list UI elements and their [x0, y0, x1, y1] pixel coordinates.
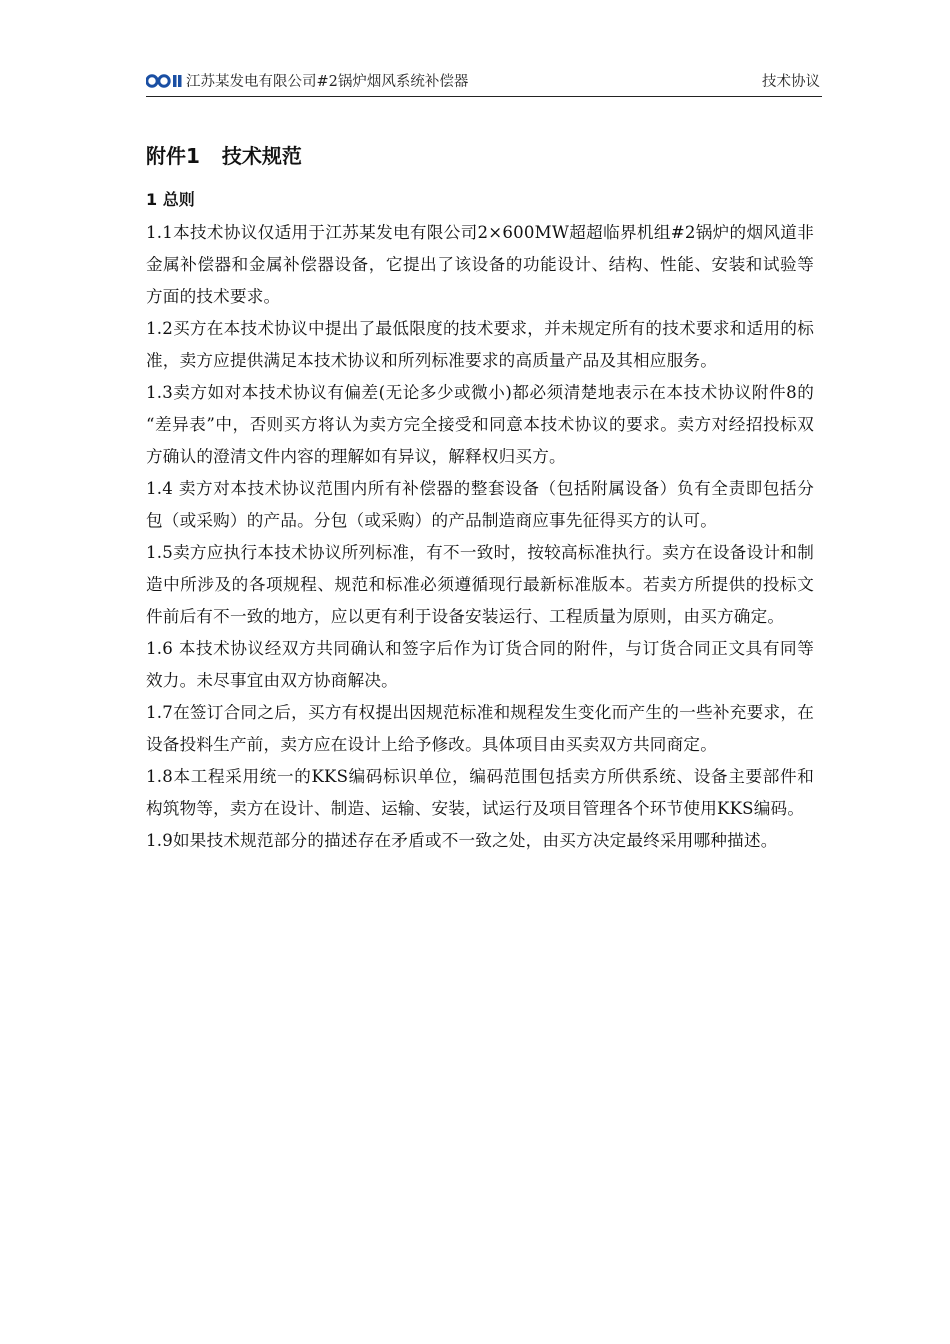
document-body — [146, 138, 814, 857]
annex-name: 技术规范 — [221, 144, 302, 168]
paragraph-1-7: 1.7在签订合同之后，买方有权提出因规范标准和规程发生变化而产生的一些补充要求，在设备投料生产前，卖方应在设计上给予修改。具体项目由买卖双方共同商定。 — [146, 703, 814, 754]
header-title: 江苏某发电有限公司#2锅炉烟风系统补偿器 — [186, 74, 469, 90]
header-document-type: 技术协议 — [762, 74, 820, 90]
section-heading: 1 总则 — [146, 190, 195, 209]
page-header — [146, 62, 822, 97]
paragraph-1-3: 1.3卖方如对本技术协议有偏差(无论多少或微小)都必须清楚地表示在本技术协议附件8的 “差异表”中，否则买方将认为卖方完全接受和同意本技术协议的要求。卖方对经招投标双方确认的澄清文件内容的理解如有异议，解释权归买方。 — [146, 383, 814, 466]
paragraph-1-6: 1.6 本技术协议经双方共同确认和签字后作为订货合同的附件，与订货合同正文具有同等效力。未尽事宜由双方协商解决。 — [146, 639, 814, 690]
paragraph-1-8: 1.8本工程采用统一的KKS编码标识单位，编码范围包括卖方所供系统、设备主要部件和构筑物等，卖方在设计、制造、运输、安装，试运行及项目管理各个环节使用KKS编码。 — [146, 767, 814, 818]
company-logo-icon — [146, 73, 182, 89]
paragraph-1-9: 1.9如果技术规范部分的描述存在矛盾或不一致之处，由买方决定最终采用哪种描述。 — [146, 831, 778, 850]
annex-label: 附件1 — [146, 144, 200, 168]
paragraph-1-5: 1.5卖方应执行本技术协议所列标准，有不一致时，按较高标准执行。卖方在设备设计和制造中所涉及的各项规程、规范和标准必须遵循现行最新标准版本。若卖方所提供的投标文件前后有不一致的地方，应以更有利于设备安装运行、工程质量为原则，由买方确定。 — [146, 543, 814, 626]
annex-title — [146, 138, 814, 174]
paragraph-1-2: 1.2买方在本技术协议中提出了最低限度的技术要求，并未规定所有的技术要求和适用的标准，卖方应提供满足本技术协议和所列标准要求的高质量产品及其相应服务。 — [146, 319, 814, 370]
paragraph-1-1: 1.1本技术协议仅适用于江苏某发电有限公司2×600MW超超临界机组#2锅炉的烟风道非金属补偿器和金属补偿器设备，它提出了该设备的功能设计、结构、性能、安装和试验等方面的技术要求。 — [146, 223, 814, 306]
paragraph-1-4: 1.4 卖方对本技术协议范围内所有补偿器的整套设备（包括附属设备）负有全责即包括分包（或采购）的产品。分包（或采购）的产品制造商应事先征得买方的认可。 — [146, 479, 814, 530]
